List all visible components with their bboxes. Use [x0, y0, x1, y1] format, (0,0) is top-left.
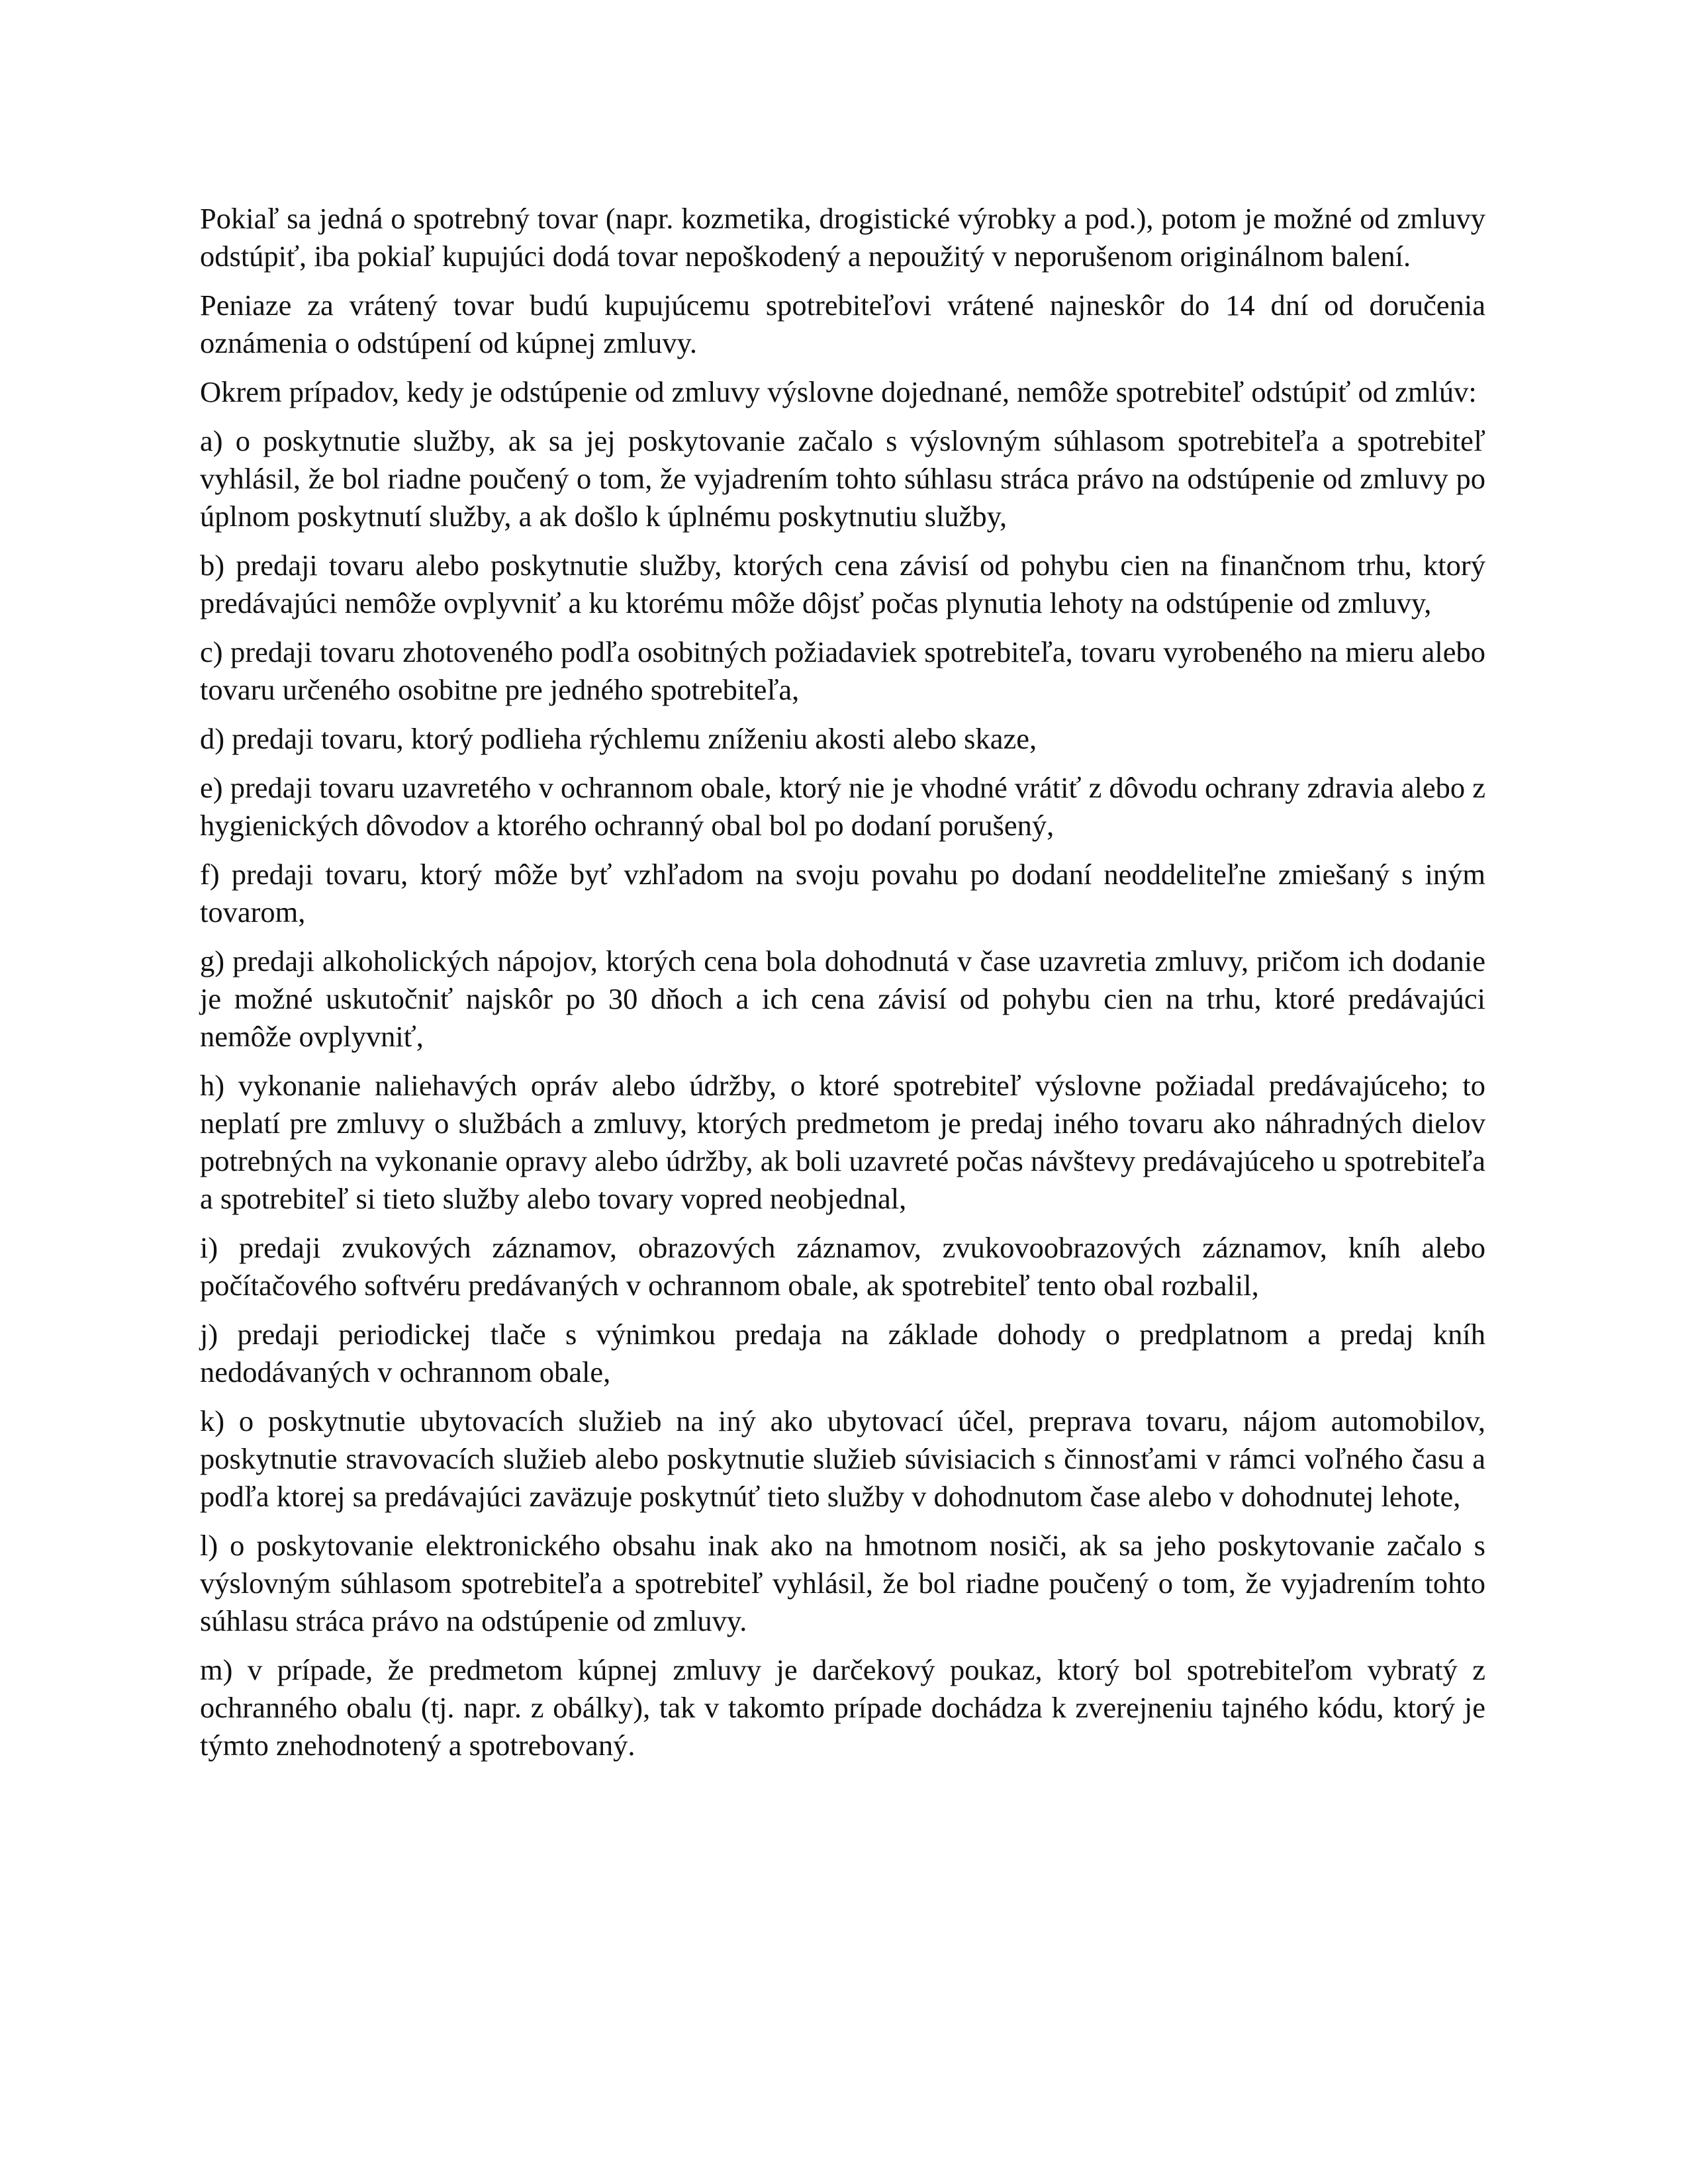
paragraph-consumable-goods: Pokiaľ sa jedná o spotrebný tovar (napr. kozmetika, drogistické výrobky a pod.), potom je možné od zmluvy odstúpiť, iba pokiaľ kupujúci dodá tovar nepoškodený a nepoužitý v neporušenom originálnom balení. — [200, 202, 1485, 273]
list-item-c: c) predaji tovaru zhotoveného podľa osobitných požiadaviek spotrebiteľa, tovaru vyrobeného na mieru alebo tovaru určeného osobitne pre jedného spotrebiteľa, — [200, 635, 1485, 706]
list-item-h: h) vykonanie naliehavých opráv alebo údržby, o ktoré spotrebiteľ výslovne požiadal predávajúceho; to neplatí pre zmluvy o službách a zmluvy, ktorých predmetom je predaj iného tovaru ako náhradných dielov potrebných na vykonanie opravy alebo údržby, ak boli uzavreté počas návštevy predávajúceho u spotrebiteľa a spotrebiteľ si tieto služby alebo tovary vopred neobjednal, — [200, 1069, 1485, 1215]
list-item-j: j) predaji periodickej tlače s výnimkou predaja na základe dohody o predplatnom a predaj kníh nedodávaných v ochrannom obale, — [200, 1318, 1485, 1388]
list-item-b: b) predaji tovaru alebo poskytnutie služby, ktorých cena závisí od pohybu cien na finančnom trhu, ktorý predávajúci nemôže ovplyvniť a ku ktorému môže dôjsť počas plynutia lehoty na odstúpenie od zmluvy, — [200, 549, 1485, 619]
list-item-e: e) predaji tovaru uzavretého v ochrannom obale, ktorý nie je vhodné vrátiť z dôvodu ochrany zdravia alebo z hygienických dôvodov a ktorého ochranný obal bol po dodaní porušený, — [200, 771, 1485, 842]
list-item-m: m) v prípade, že predmetom kúpnej zmluvy je darčekový poukaz, ktorý bol spotrebiteľom vybratý z ochranného obalu (tj. napr. z obálky), tak v takomto prípade dochádza k zverejneniu tajného kódu, ktorý je týmto znehodnotený a spotrebovaný. — [200, 1653, 1485, 1762]
list-item-a: a) o poskytnutie služby, ak sa jej poskytovanie začalo s výslovným súhlasom spotrebiteľa a spotrebiteľ vyhlásil, že bol riadne poučený o tom, že vyjadrením tohto súhlasu stráca právo na odstúpenie od zmluvy po úplnom poskytnutí služby, a ak došlo k úplnému poskytnutiu služby, — [200, 424, 1485, 533]
list-item-d: d) predaji tovaru, ktorý podlieha rýchlemu zníženiu akosti alebo skaze, — [200, 722, 1037, 755]
paragraph-refund: Peniaze za vrátený tovar budú kupujúcemu spotrebiteľovi vrátené najneskôr do 14 dní od doručenia oznámenia o odstúpení od kúpnej zmluvy. — [200, 289, 1485, 359]
paragraph-exceptions-intro: Okrem prípadov, kedy je odstúpenie od zmluvy výslovne dojednané, nemôže spotrebiteľ odstúpiť od zmlúv: — [200, 375, 1477, 408]
list-item-g: g) predaji alkoholických nápojov, ktorých cena bola dohodnutá v čase uzavretia zmluvy, pričom ich dodanie je možné uskutočniť najskôr po 30 dňoch a ich cena závisí od pohybu cien na trhu, ktoré predávajúci nemôže ovplyvniť, — [200, 944, 1485, 1053]
list-item-k: k) o poskytnutie ubytovacích služieb na iný ako ubytovací účel, preprava tovaru, nájom automobilov, poskytnutie stravovacích služieb alebo poskytnutie služieb súvisiacich s činnosťami v rámci voľného času a podľa ktorej sa predávajúci zaväzuje poskytnúť tieto služby v dohodnutom čase alebo v dohodnutej lehote, — [200, 1404, 1485, 1513]
document-page — [200, 200, 1485, 1776]
list-item-i: i) predaji zvukových záznamov, obrazových záznamov, zvukovoobrazových záznamov, kníh alebo počítačového softvéru predávaných v ochrannom obale, ak spotrebiteľ tento obal rozbalil, — [200, 1231, 1485, 1302]
list-item-l: l) o poskytovanie elektronického obsahu inak ako na hmotnom nosiči, ak sa jeho poskytovanie začalo s výslovným súhlasom spotrebiteľa a spotrebiteľ vyhlásil, že bol riadne poučený o tom, že vyjadrením tohto súhlasu stráca právo na odstúpenie od zmluvy. — [200, 1529, 1485, 1637]
list-item-f: f) predaji tovaru, ktorý môže byť vzhľadom na svoju povahu po dodaní neoddeliteľne zmiešaný s iným tovarom, — [200, 858, 1485, 929]
